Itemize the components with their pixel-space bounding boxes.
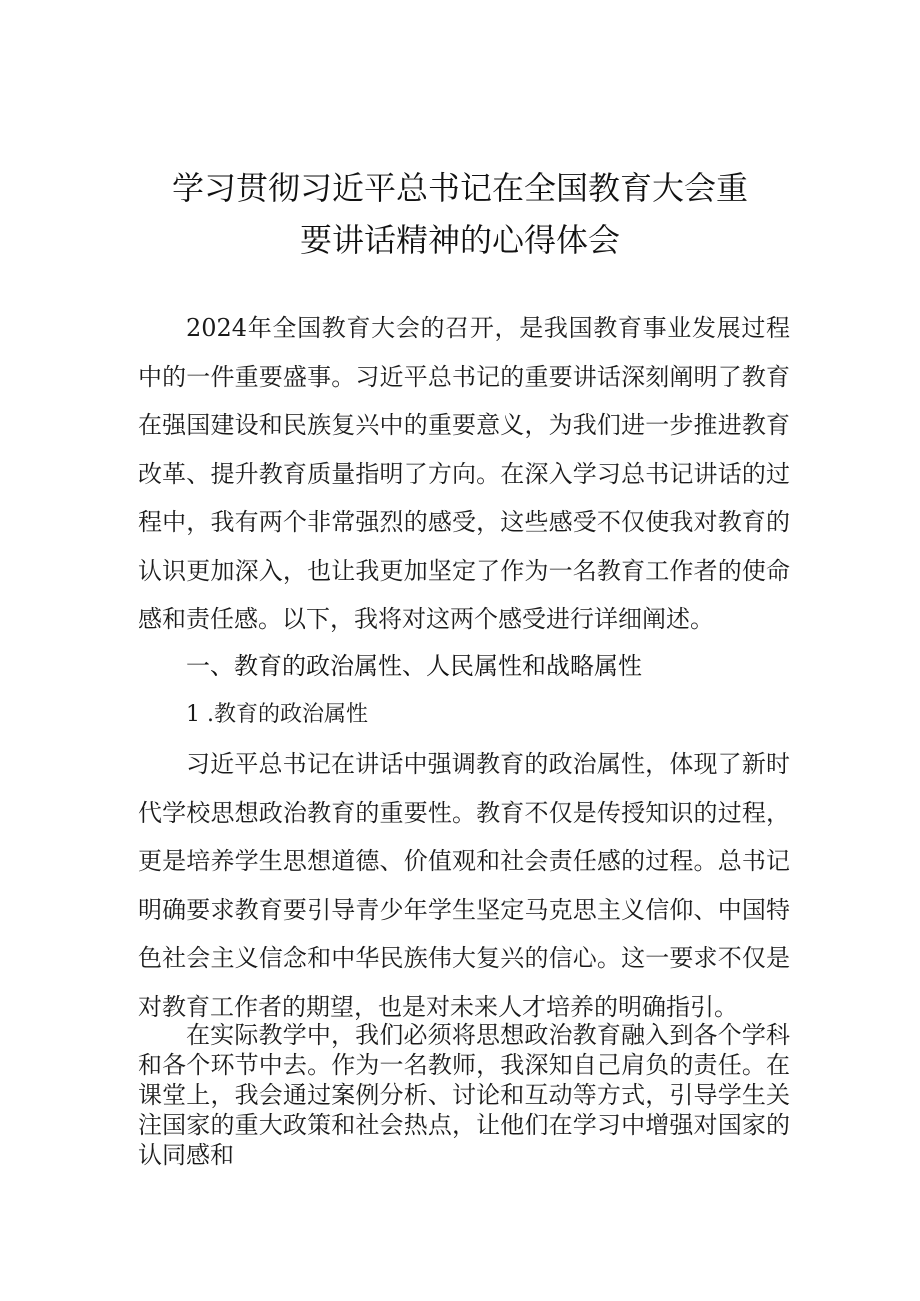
section-heading-1: 一、教育的政治属性、人民属性和战略属性 <box>186 652 642 680</box>
paragraph-intro: 2024年全国教育大会的召开，是我国教育事业发展过程中的一件重要盛事。习近平总书记的重要讲话深刻阐明了教育在强国建设和民族复兴中的重要意义，为我们进一步推进教育改革、提升教育质量指明了方向。在深入学习总书记讲话的过程中，我有两个非常强烈的感受，这些感受不仅使我对教育的认识更加深入，也让我更加坚定了作为一名教育工作者的使命感和责任感。以下，我将对这两个感受进行详细阐述。 <box>138 314 790 633</box>
document-title-line-1: 学习贯彻习近平总书记在全国教育大会重 <box>171 169 748 207</box>
paragraph-teaching-practice: 在实际教学中，我们必须将思想政治教育融入到各个学科和各个环节中去。作为一名教师，我深知自己肩负的责任。在课堂上，我会通过案例分析、讨论和互动等方式，引导学生关注国家的重大政策和社会热点，让他们在学习中增强对国家的认同感和 <box>138 1021 790 1169</box>
paragraph-political-attribute: 习近平总书记在讲话中强调教育的政治属性，体现了新时代学校思想政治教育的重要性。教育不仅是传授知识的过程，更是培养学生思想道德、价值观和社会责任感的过程。总书记明确要求教育要引导青少年学生坚定马克思主义信仰、中国特色社会主义信念和中华民族伟大复兴的信心。这一要求不仅是对教育工作者的期望，也是对未来人才培养的明确指引。 <box>138 750 790 1021</box>
document-title-line-2: 要讲话精神的心得体会 <box>299 221 620 259</box>
subsection-heading-1: 1 .教育的政治属性 <box>186 702 368 727</box>
